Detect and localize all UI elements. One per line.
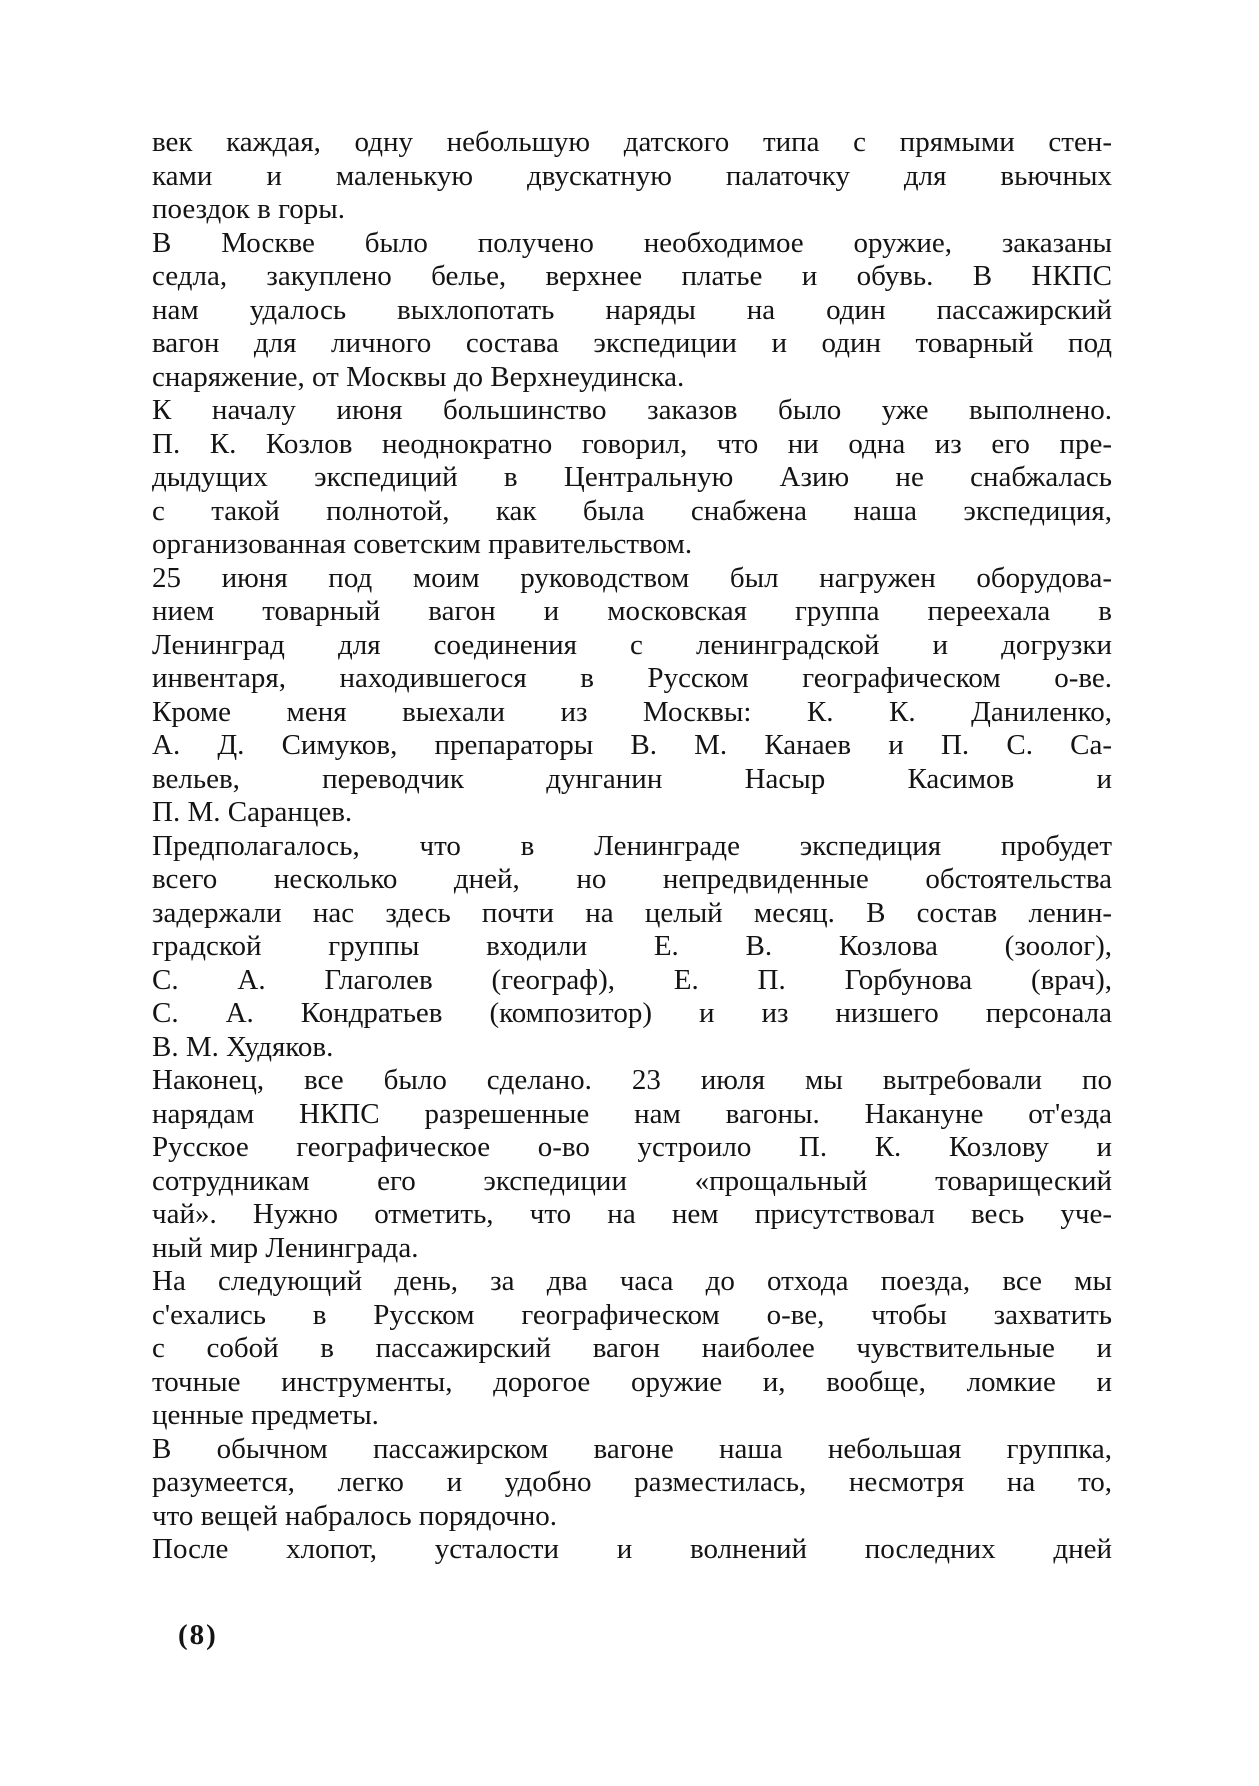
text-line: поездок в горы. bbox=[152, 193, 345, 225]
text-line: точные инструменты, дорогое оружие и, вообще, ломкие и bbox=[152, 1365, 1112, 1398]
text-line: 25 июня под моим руководством был нагружен оборудова- bbox=[152, 561, 1112, 594]
page-number: (8) bbox=[178, 1619, 218, 1651]
text-line: градской группы входили Е. В. Козлова (зоолог), bbox=[152, 930, 1112, 962]
text-line: нием товарный вагон и московская группа переехала в bbox=[152, 595, 1112, 627]
text-line: ками и маленькую двускатную палаточку для вьючных bbox=[152, 159, 1112, 192]
text-line: С. А. Кондратьев (композитор) и из низшего персонала bbox=[152, 997, 1112, 1029]
text-line: нам удалось выхлопотать наряды на один пассажирский bbox=[152, 293, 1112, 326]
text-line: П. М. Саранцев. bbox=[152, 796, 353, 828]
text-line: К началу июня большинство заказов было уже выполнено. bbox=[152, 394, 1112, 426]
text-line: чай». Нужно отметить, что на нем присутствовал весь уче- bbox=[152, 1198, 1112, 1230]
text-line: В Москве было получено необходимое оружие, заказаны bbox=[152, 226, 1112, 259]
text-line: ный мир Ленинграда. bbox=[152, 1231, 419, 1264]
text-line: вельев, переводчик дунганин Насыр Касимов и bbox=[152, 762, 1112, 795]
text-line: седла, закуплено белье, верхнее платье и обувь. В НКПС bbox=[152, 260, 1112, 292]
text-line: организованная советским правительством. bbox=[152, 528, 693, 560]
text-line: нарядам НКПС разрешенные нам вагоны. Накануне от'езда bbox=[152, 1097, 1112, 1130]
text-line: А. Д. Симуков, препараторы В. М. Канаев и П. С. Са- bbox=[152, 729, 1112, 761]
body-text bbox=[152, 126, 1112, 1567]
text-line: В обычном пассажирском вагоне наша небольшая группка, bbox=[152, 1432, 1112, 1465]
text-line: Русское географическое о-во устроило П. К. Козлову и bbox=[152, 1131, 1112, 1163]
text-line: век каждая, одну небольшую датского типа с прямыми стен- bbox=[152, 126, 1112, 158]
text-line: задержали нас здесь почти на целый месяц. В состав ленин- bbox=[152, 896, 1112, 929]
text-line: С. А. Глаголев (географ), Е. П. Горбунова (врач), bbox=[152, 963, 1112, 996]
text-line: Кроме меня выехали из Москвы: К. К. Даниленко, bbox=[152, 695, 1112, 728]
text-line: В. М. Худяков. bbox=[152, 1030, 334, 1063]
text-line: Наконец, все было сделано. 23 июля мы вытребовали по bbox=[152, 1064, 1112, 1096]
text-line: с собой в пассажирский вагон наиболее чувствительные и bbox=[152, 1332, 1112, 1364]
text-line: дыдущих экспедиций в Центральную Азию не снабжалась bbox=[152, 461, 1112, 493]
text-line: сотрудникам его экспедиции «прощальный товарищеский bbox=[152, 1164, 1112, 1197]
text-line: снаряжение, от Москвы до Верхнеудинска. bbox=[152, 360, 685, 393]
text-line: Ленинград для соединения с ленинградской и догрузки bbox=[152, 628, 1112, 661]
text-line: инвентаря, находившегося в Русском географическом о-ве. bbox=[152, 662, 1112, 694]
text-line: П. К. Козлов неоднократно говорил, что ни одна из его пре- bbox=[152, 427, 1112, 460]
text-line: ценные предметы. bbox=[152, 1399, 379, 1431]
text-line: с такой полнотой, как была снабжена наша экспедиция, bbox=[152, 494, 1112, 527]
text-line: разумеется, легко и удобно разместилась, несмотря на то, bbox=[152, 1466, 1112, 1498]
text-line: вагон для личного состава экспедиции и один товарный под bbox=[152, 327, 1112, 359]
text-line: После хлопот, усталости и волнений последних дней bbox=[152, 1533, 1112, 1565]
text-line: с'ехались в Русском географическом о-ве, чтобы захватить bbox=[152, 1298, 1112, 1331]
text-line: всего несколько дней, но непредвиденные обстоятельства bbox=[152, 863, 1112, 895]
text-line: что вещей набралось порядочно. bbox=[152, 1499, 558, 1532]
text-line: На следующий день, за два часа до отхода поезда, все мы bbox=[152, 1265, 1112, 1297]
text-line: Предполагалось, что в Ленинграде экспедиция пробудет bbox=[152, 829, 1112, 862]
